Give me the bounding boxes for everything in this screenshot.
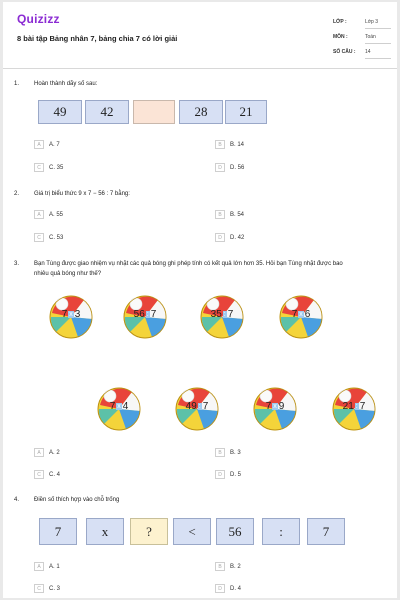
ball-operand: 7 [265, 401, 272, 412]
option-text: A. 55 [49, 211, 64, 218]
option-letter: B [215, 140, 225, 149]
ball-operator: x [117, 403, 121, 410]
question-3-text-line1: Bạn Tùng được giao nhiệm vụ nhặt các quả bóng ghi phép tính có kết quả lớn hơn 35. Hỏi bạn Tùng nhặt được bao [34, 261, 343, 267]
q3-option-c[interactable] [34, 470, 60, 479]
ball-operand: 7 [227, 309, 234, 320]
question-1-text: Hoàn thành dãy số sau: [34, 81, 98, 87]
subject-value: Toán [365, 34, 391, 44]
ball-operator: : [198, 403, 201, 410]
q2-option-d[interactable] [215, 233, 244, 242]
q2-option-c[interactable] [34, 233, 63, 242]
ball-expression [331, 401, 377, 412]
page-title: 8 bài tập Bảng nhân 7, bảng chia 7 có lời giải [17, 34, 178, 43]
q4-option-c[interactable] [34, 584, 60, 593]
ball-expression [278, 309, 324, 320]
ball-operand: 56 [133, 309, 145, 320]
option-text: D. 42 [230, 234, 245, 241]
option-letter: D [215, 233, 225, 242]
option-text: C. 53 [49, 234, 64, 241]
sequence-blank-box [133, 100, 175, 124]
option-text: D. 4 [230, 585, 242, 592]
question-3-text-line2: nhiêu quả bóng như thế? [34, 271, 102, 277]
expression-box: 7 [307, 518, 345, 545]
question-2-number: 2. [14, 191, 20, 197]
ball-operand: 7 [291, 309, 298, 320]
option-letter: B [215, 210, 225, 219]
ball-operator: x [273, 403, 277, 410]
ball-operand: 9 [278, 401, 285, 412]
question-2-text: Giá trị biểu thức 9 x 7 − 56 : 7 bằng: [34, 191, 130, 197]
expression-box: 56 [216, 518, 254, 545]
option-text: B. 3 [230, 449, 241, 456]
q4-option-a[interactable] [34, 562, 60, 571]
option-text: C. 4 [49, 471, 61, 478]
sequence-box: 28 [179, 100, 223, 124]
ball-operand: 7 [202, 401, 209, 412]
ball-operand: 6 [304, 309, 311, 320]
expression-box: 7 [39, 518, 77, 545]
question-1-number: 1. [14, 81, 20, 87]
option-letter: C [34, 233, 44, 242]
q3-option-d[interactable] [215, 470, 241, 479]
question-count-value: 14 [365, 49, 391, 59]
question-count-label: SỐ CÂU : [333, 49, 356, 55]
option-text: A. 2 [49, 449, 60, 456]
question-4-text: Điền số thích hợp vào chỗ trống [34, 497, 120, 503]
beach-ball[interactable] [278, 293, 324, 339]
option-text: B. 2 [230, 563, 241, 570]
header-divider [3, 68, 397, 69]
option-text: A. 1 [49, 563, 60, 570]
grade-value: Lớp 3 [365, 19, 391, 29]
expression-box: < [173, 518, 211, 545]
q1-option-c[interactable] [34, 163, 63, 172]
ball-expression [122, 309, 168, 320]
option-letter: A [34, 140, 44, 149]
ball-operand: 35 [210, 309, 222, 320]
expression-blank-box: ? [130, 518, 168, 545]
option-letter: D [215, 584, 225, 593]
expression-box: x [86, 518, 124, 545]
grade-label: LỚP : [333, 19, 347, 25]
q4-option-d[interactable] [215, 584, 241, 593]
option-text: D. 56 [230, 164, 245, 171]
q2-option-a[interactable] [34, 210, 63, 219]
q4-option-b[interactable] [215, 562, 241, 571]
q3-option-b[interactable] [215, 448, 241, 457]
q1-option-a[interactable] [34, 140, 60, 149]
q1-option-d[interactable] [215, 163, 244, 172]
quizizz-logo[interactable]: Quizizz [17, 12, 60, 26]
ball-operator: x [299, 311, 303, 318]
option-letter: C [34, 584, 44, 593]
beach-ball[interactable] [174, 385, 220, 431]
worksheet-page [3, 2, 397, 598]
option-text: C. 35 [49, 164, 64, 171]
ball-expression [48, 309, 94, 320]
q3-option-a[interactable] [34, 448, 60, 457]
ball-operand: 7 [109, 401, 116, 412]
subject-label: MÔN : [333, 34, 348, 40]
ball-operator: : [223, 311, 226, 318]
option-text: C. 3 [49, 585, 61, 592]
beach-ball[interactable] [48, 293, 94, 339]
expression-box: : [262, 518, 300, 545]
ball-operand: 7 [61, 309, 68, 320]
option-text: B. 54 [230, 211, 245, 218]
question-3-number: 3. [14, 261, 20, 267]
option-letter: A [34, 210, 44, 219]
ball-operator: : [355, 403, 358, 410]
sequence-box: 42 [85, 100, 129, 124]
q1-option-b[interactable] [215, 140, 244, 149]
option-text: D. 5 [230, 471, 242, 478]
sequence-box: 21 [225, 100, 267, 124]
ball-operand: 3 [74, 309, 81, 320]
beach-ball[interactable] [96, 385, 142, 431]
ball-operand: 49 [185, 401, 197, 412]
option-text: A. 7 [49, 141, 60, 148]
option-letter: C [34, 163, 44, 172]
ball-expression [199, 309, 245, 320]
ball-operand: 7 [150, 309, 157, 320]
ball-operator: : [146, 311, 149, 318]
q2-option-b[interactable] [215, 210, 244, 219]
ball-expression [174, 401, 220, 412]
sequence-box: 49 [38, 100, 82, 124]
ball-operator: x [69, 311, 73, 318]
beach-ball[interactable] [331, 385, 377, 431]
option-letter: D [215, 470, 225, 479]
ball-operand: 4 [122, 401, 129, 412]
beach-ball[interactable] [122, 293, 168, 339]
option-letter: C [34, 470, 44, 479]
ball-operand: 21 [342, 401, 354, 412]
beach-ball[interactable] [199, 293, 245, 339]
option-text: B. 14 [230, 141, 245, 148]
option-letter: B [215, 562, 225, 571]
ball-operand: 7 [359, 401, 366, 412]
ball-expression [96, 401, 142, 412]
ball-expression [252, 401, 298, 412]
option-letter: D [215, 163, 225, 172]
question-4-number: 4. [14, 497, 20, 503]
option-letter: A [34, 448, 44, 457]
option-letter: A [34, 562, 44, 571]
option-letter: B [215, 448, 225, 457]
beach-ball[interactable] [252, 385, 298, 431]
